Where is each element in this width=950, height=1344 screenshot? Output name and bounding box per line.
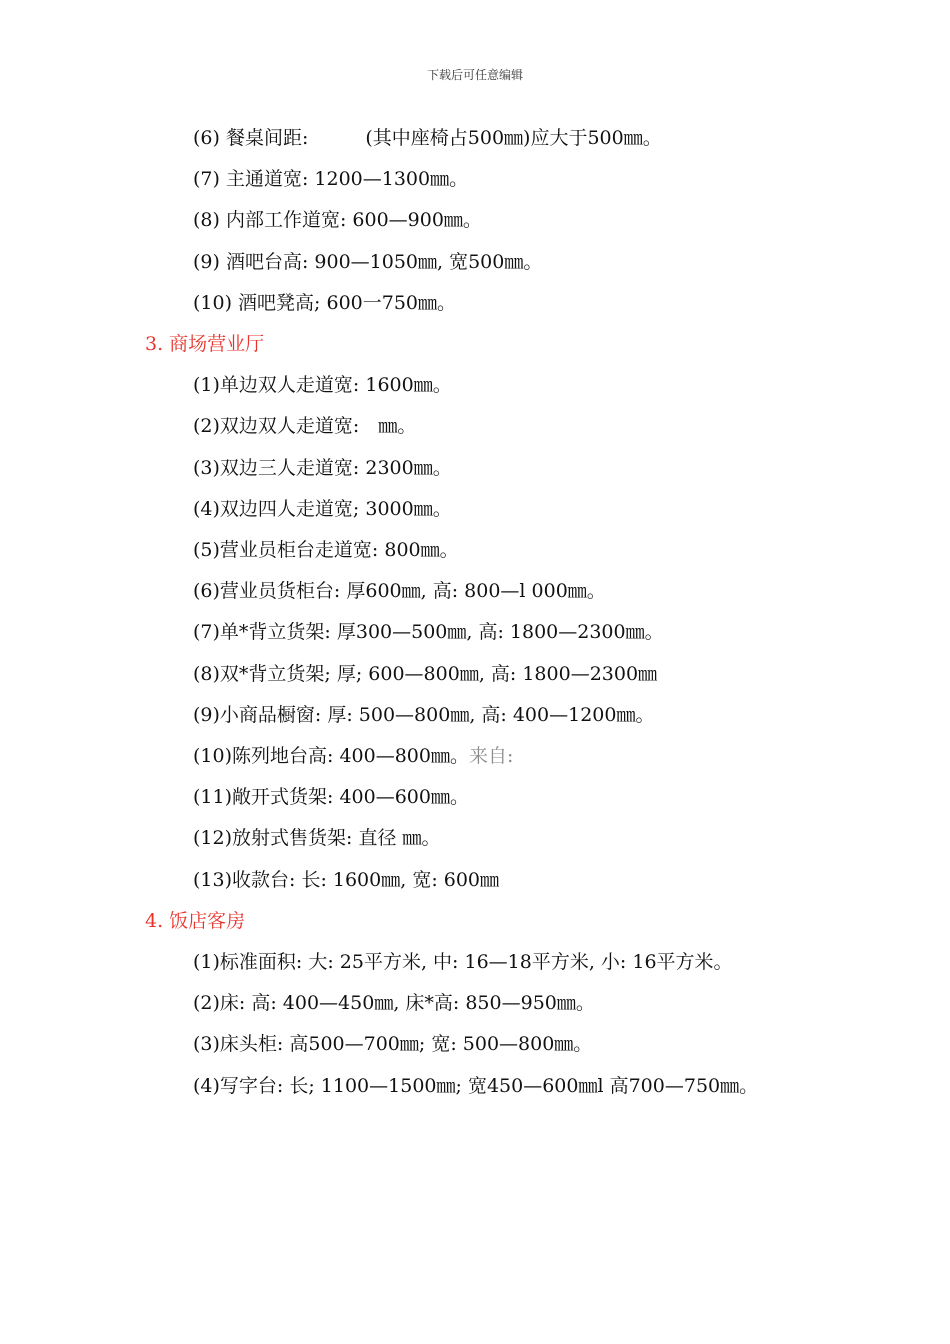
list-item-text: (10)陈列地台高: 400—800㎜。 <box>193 745 469 768</box>
section-heading-mall: 3. 商场营业厅 <box>145 333 265 356</box>
section-heading-hotel-room: 4. 饭店客房 <box>145 909 246 932</box>
list-item: (9) 酒吧台高: 900—1050㎜, 宽500㎜。 <box>193 250 543 273</box>
list-item: (11)敞开式货架: 400—600㎜。 <box>193 786 469 809</box>
list-item: (1)单边双人走道宽: 1600㎜。 <box>193 374 452 397</box>
list-item: (9)小商品橱窗: 厚: 500—800㎜, 高: 400—1200㎜。 <box>193 703 655 726</box>
document-body <box>145 118 815 1107</box>
list-item: (6) 餐桌间距: (其中座椅占500㎜)应大于500㎜。 <box>193 127 662 149</box>
list-item: (4)双边四人走道宽; 3000㎜。 <box>193 497 452 520</box>
list-item: (8)双*背立货架; 厚; 600—800㎜, 高: 1800—2300㎜ <box>193 662 658 685</box>
list-item: (2)双边双人走道宽: ㎜。 <box>193 415 417 438</box>
list-item: (7) 主通道宽: 1200—1300㎜。 <box>193 168 469 191</box>
page-header: 下载后可任意编辑 <box>426 68 523 82</box>
list-item: (3)床头柜: 高500—700㎜; 宽: 500—800㎜。 <box>193 1033 593 1056</box>
source-note: 来自: <box>468 745 514 768</box>
list-item: (7)单*背立货架: 厚300—500㎜, 高: 1800—2300㎜。 <box>193 621 664 644</box>
list-item: (13)收款台: 长: 1600㎜, 宽: 600㎜ <box>193 868 500 891</box>
list-item: (4)写字台: 长; 1100—1500㎜; 宽450—600㎜l 高700—750㎜。 <box>193 1074 759 1097</box>
list-item: (3)双边三人走道宽: 2300㎜。 <box>193 456 452 479</box>
list-item: (2)床: 高: 400—450㎜, 床*高: 850—950㎜。 <box>193 992 595 1015</box>
list-item: (12)放射式售货架: 直径 ㎜。 <box>193 827 441 850</box>
list-item: (8) 内部工作道宽: 600—900㎜。 <box>193 209 482 232</box>
list-item: (1)标准面积: 大: 25平方米, 中: 16—18平方米, 小: 16平方米。 <box>193 951 733 974</box>
list-item <box>145 736 815 777</box>
list-item: (10) 酒吧凳高; 600一750㎜。 <box>193 291 457 314</box>
list-item: (5)营业员柜台走道宽: 800㎜。 <box>193 539 459 562</box>
list-item: (6)营业员货柜台: 厚600㎜, 高: 800—l 000㎜。 <box>193 580 606 603</box>
